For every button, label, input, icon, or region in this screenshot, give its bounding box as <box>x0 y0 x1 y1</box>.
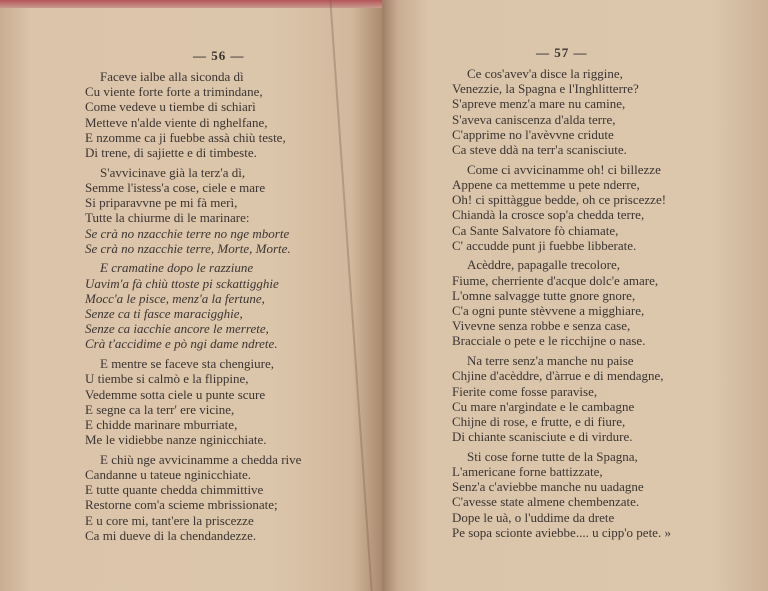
verse-line: Uavim'a fà chiù ttoste pi sckattigghie <box>85 275 279 291</box>
verse-line: E cramatine dopo le razziune <box>100 260 254 276</box>
verse-line: Se crà no nzacchie terre, Morte, Morte. <box>85 240 291 256</box>
verse-line: Na terre senz'a manche nu paise <box>467 353 634 369</box>
verse-line: Ca mi dueve di la chendandezze. <box>85 527 257 543</box>
verse-line: Vedemme sotta ciele u punte scure <box>85 386 266 402</box>
verse-line: Acèddre, papagalle trecolore, <box>467 257 621 273</box>
stanza <box>452 257 671 348</box>
verse-line: Senze ca iacchie ancore le merrete, <box>85 321 269 337</box>
verse-line: Ca Sante Salvatore fò chiamate, <box>452 222 619 238</box>
verse-line: Si priparavvne pe mi fà merì, <box>85 195 238 211</box>
verse-line: Mocc'a le pisce, menz'a la fertune, <box>85 290 265 306</box>
verse-line: L'omne salvagge tutte gnore gnore, <box>452 287 636 303</box>
verse-line: E segne ca la terr' ere vicine, <box>85 401 235 417</box>
verse-line: Venezzie, la Spagna e l'Inghlitterre? <box>452 81 639 97</box>
verse-line: Cu viente forte forte a trimindane, <box>85 84 263 100</box>
verse-line: C'a ogni punte stèvvene a migghiare, <box>452 303 645 319</box>
stanza <box>85 165 301 256</box>
stanza <box>452 449 671 540</box>
verse-line: Ce cos'avev'a disce la riggine, <box>467 66 623 81</box>
verse-line: Cu mare n'argindate e le cambagne <box>452 398 635 414</box>
verse-line: Faceve ialbe alla siconda dì <box>100 69 244 84</box>
verse-line: Me le vidiebbe nanze nginicchiate. <box>85 432 267 448</box>
stanza <box>85 356 301 447</box>
poem-text <box>85 69 301 548</box>
verse-line: Vivevne senza robbe e senza case, <box>452 318 631 334</box>
verse-line: C'apprime no l'avèvvne cridute <box>452 126 614 142</box>
verse-line: Tutte la chiurme di le marinare: <box>85 210 250 226</box>
stanza <box>452 162 671 253</box>
verse-line: S'aveva caniscenza d'alda terre, <box>452 111 616 127</box>
verse-line: Appene ca mettemme u pete nderre, <box>452 176 640 192</box>
verse-line: Semme l'istess'a cose, ciele e mare <box>85 179 266 195</box>
verse-line: Bracciale o pete e le ricchijne o nase. <box>452 333 646 349</box>
page-number: — 56 — <box>193 48 245 63</box>
verse-line: Chjine d'acèddre, d'àrrue e di mendagne, <box>452 368 664 384</box>
paper-crease <box>329 0 372 591</box>
verse-line: Fiume, cherriente d'acque dolc'e amare, <box>452 272 659 288</box>
verse-line: L'americane forne battizzate, <box>452 464 603 480</box>
stanza <box>452 353 671 444</box>
left-page <box>0 0 382 591</box>
verse-line: E mentre se faceve sta chengiure, <box>100 356 274 372</box>
verse-line: Di trene, di sajiette e di timbeste. <box>85 145 257 161</box>
verse-line: E nzomme ca ji fuebbe assà chiù teste, <box>85 129 286 145</box>
verse-line: Ca steve ddà na terr'a scanisciute. <box>452 142 627 158</box>
verse-line: Pe sopa scionte aviebbe.... u cipp'o pete. » <box>452 524 671 540</box>
verse-line: E u core mi, tant'ere la priscezze <box>85 512 254 528</box>
right-page <box>382 0 768 591</box>
verse-line: U tiembe si calmò e la flippine, <box>85 371 249 387</box>
poem-text <box>452 66 671 545</box>
verse-line: Come vedeve u tiembe di schiarì <box>85 99 256 115</box>
verse-line: Come ci avvicinamme oh! ci billezze <box>467 161 661 177</box>
verse-line: Chijne di rose, e frutte, e di fiure, <box>452 413 626 429</box>
verse-line: Dope le uà, o l'uddime da drete <box>452 509 615 525</box>
verse-line: E tutte quante chedda chimmittive <box>85 482 264 498</box>
verse-line: E chidde marinare mburriate, <box>85 416 238 432</box>
stanza <box>85 452 301 543</box>
verse-line: Senze ca ti fasce maracigghie, <box>85 306 243 322</box>
verse-line: S'avvicinave già la terz'a dì, <box>100 164 246 180</box>
verse-line: Oh! ci spittàggue bedde, oh ce priscezze! <box>452 192 667 208</box>
verse-line: Di chiante scanisciute e di virdure. <box>452 429 633 445</box>
verse-line: Restorne com'a scieme mbrissionate; <box>85 497 278 513</box>
page-number: — 57 — <box>536 45 588 60</box>
stanza <box>85 69 301 160</box>
verse-line: Metteve n'alde viente di nghelfane, <box>85 114 268 130</box>
stanza <box>452 66 671 157</box>
page-edge-stain <box>0 0 382 8</box>
verse-line: S'apreve menz'a mare nu camine, <box>452 96 626 112</box>
verse-line: C'avesse state almene chembenzate. <box>452 494 640 510</box>
verse-line: Fierite come fosse paravise, <box>452 383 598 399</box>
stanza <box>85 260 301 351</box>
verse-line: Sti cose forne tutte de la Spagna, <box>467 448 638 464</box>
verse-line: Chiandà la crosce sop'a chedda terre, <box>452 207 645 223</box>
verse-line: Se crà no nzacchie terre no nge mborte <box>85 225 290 241</box>
verse-line: C' accudde punt ji fuebbe libberate. <box>452 237 637 253</box>
verse-line: E chiù nge avvicinamme a chedda rive <box>100 451 302 467</box>
verse-line: Candanne u tateue nginicchiate. <box>85 467 252 483</box>
verse-line: Crà t'accidime e pò ngi dame ndrete. <box>85 336 278 352</box>
verse-line: Senz'a c'aviebbe manche nu uadagne <box>452 479 644 495</box>
